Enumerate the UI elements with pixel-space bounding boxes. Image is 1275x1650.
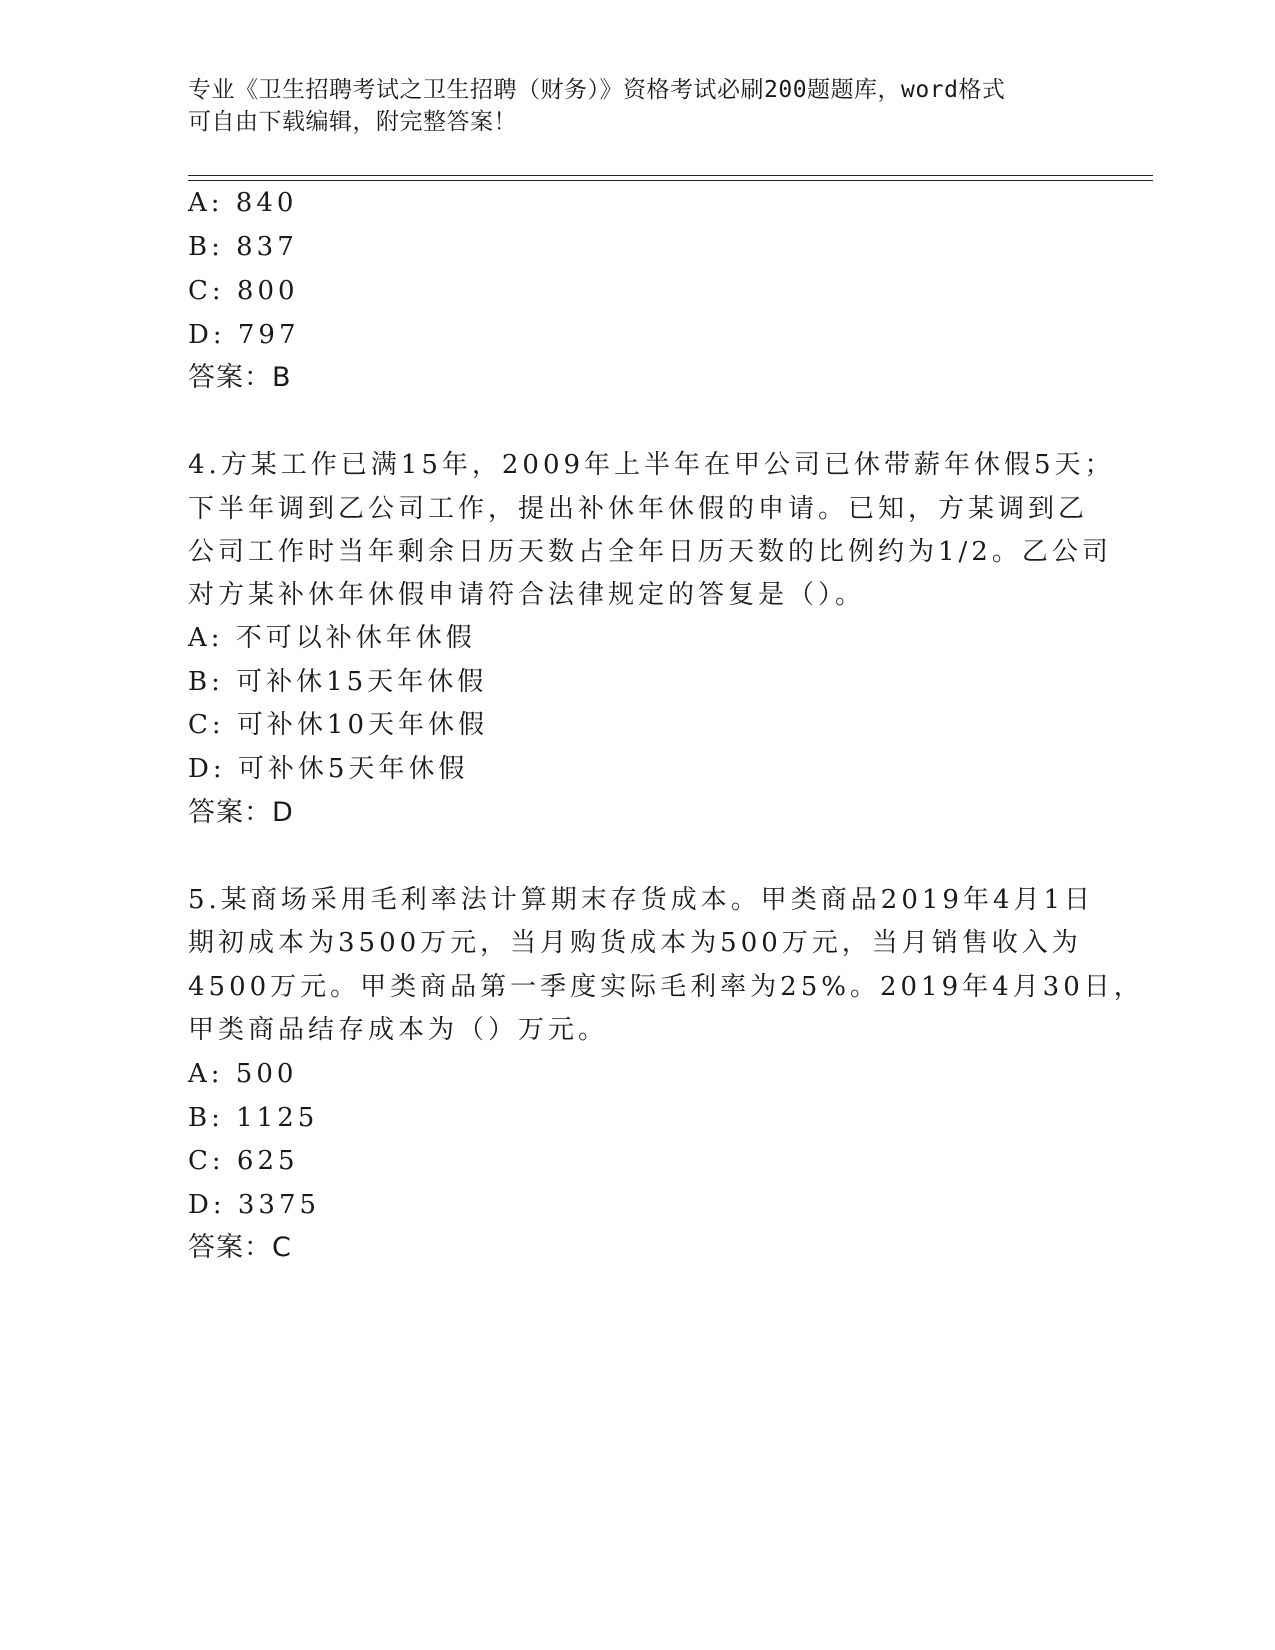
q4-option-b: B: 可补休15天年休假 (188, 667, 488, 697)
q5-stem-line-2: 期初成本为3500万元，当月购货成本为500万元，当月销售收入为 (188, 928, 1082, 958)
q4-option-d: D: 可补休5天年休假 (188, 754, 469, 784)
q4-option-a: A: 不可以补休年休假 (188, 623, 476, 653)
q3-option-c: C: 800 (188, 276, 299, 306)
q5-stem-line-3: 4500万元。甲类商品第一季度实际毛利率为25%。2019年4月30日， (188, 972, 1144, 1002)
q4-stem-line-2: 下半年调到乙公司工作，提出补休年休假的申请。已知，方某调到乙 (188, 494, 1089, 524)
q5-stem-line-4: 甲类商品结存成本为（）万元。 (188, 1015, 609, 1045)
q3-answer: 答案：B (188, 362, 292, 393)
q4-stem-line-4: 对方某补休年休假申请符合法律规定的答复是（）。 (188, 580, 866, 610)
header-divider-bottom (188, 180, 1153, 181)
q3-option-a: A: 840 (188, 188, 298, 218)
q3-option-d: D: 797 (188, 320, 300, 350)
header-line-2: 可自由下载编辑，附完整答案！ (188, 109, 517, 135)
q5-option-a: A: 500 (188, 1059, 298, 1089)
header-line-1: 专业《卫生招聘考试之卫生招聘（财务）》资格考试必刷200题题库，word格式 (188, 77, 1006, 103)
q5-option-d: D: 3375 (188, 1190, 321, 1220)
q5-answer: 答案：C (188, 1232, 292, 1263)
q4-option-c: C: 可补休10天年休假 (188, 710, 489, 740)
header-divider-top (188, 175, 1153, 176)
q5-option-c: C: 625 (188, 1146, 299, 1176)
document-header (188, 74, 1088, 138)
q5-stem-line-1: 5.某商场采用毛利率法计算期末存货成本。甲类商品2019年4月1日 (188, 885, 1095, 915)
q5-option-b: B: 1125 (188, 1103, 319, 1133)
q4-stem-line-1: 4.方某工作已满15年，2009年上半年在甲公司已休带薪年休假5天； (188, 450, 1115, 480)
q3-option-b: B: 837 (188, 232, 298, 262)
q4-answer: 答案：D (188, 797, 294, 828)
q4-stem-line-3: 公司工作时当年剩余日历天数占全年日历天数的比例约为1/2。乙公司 (188, 537, 1112, 567)
